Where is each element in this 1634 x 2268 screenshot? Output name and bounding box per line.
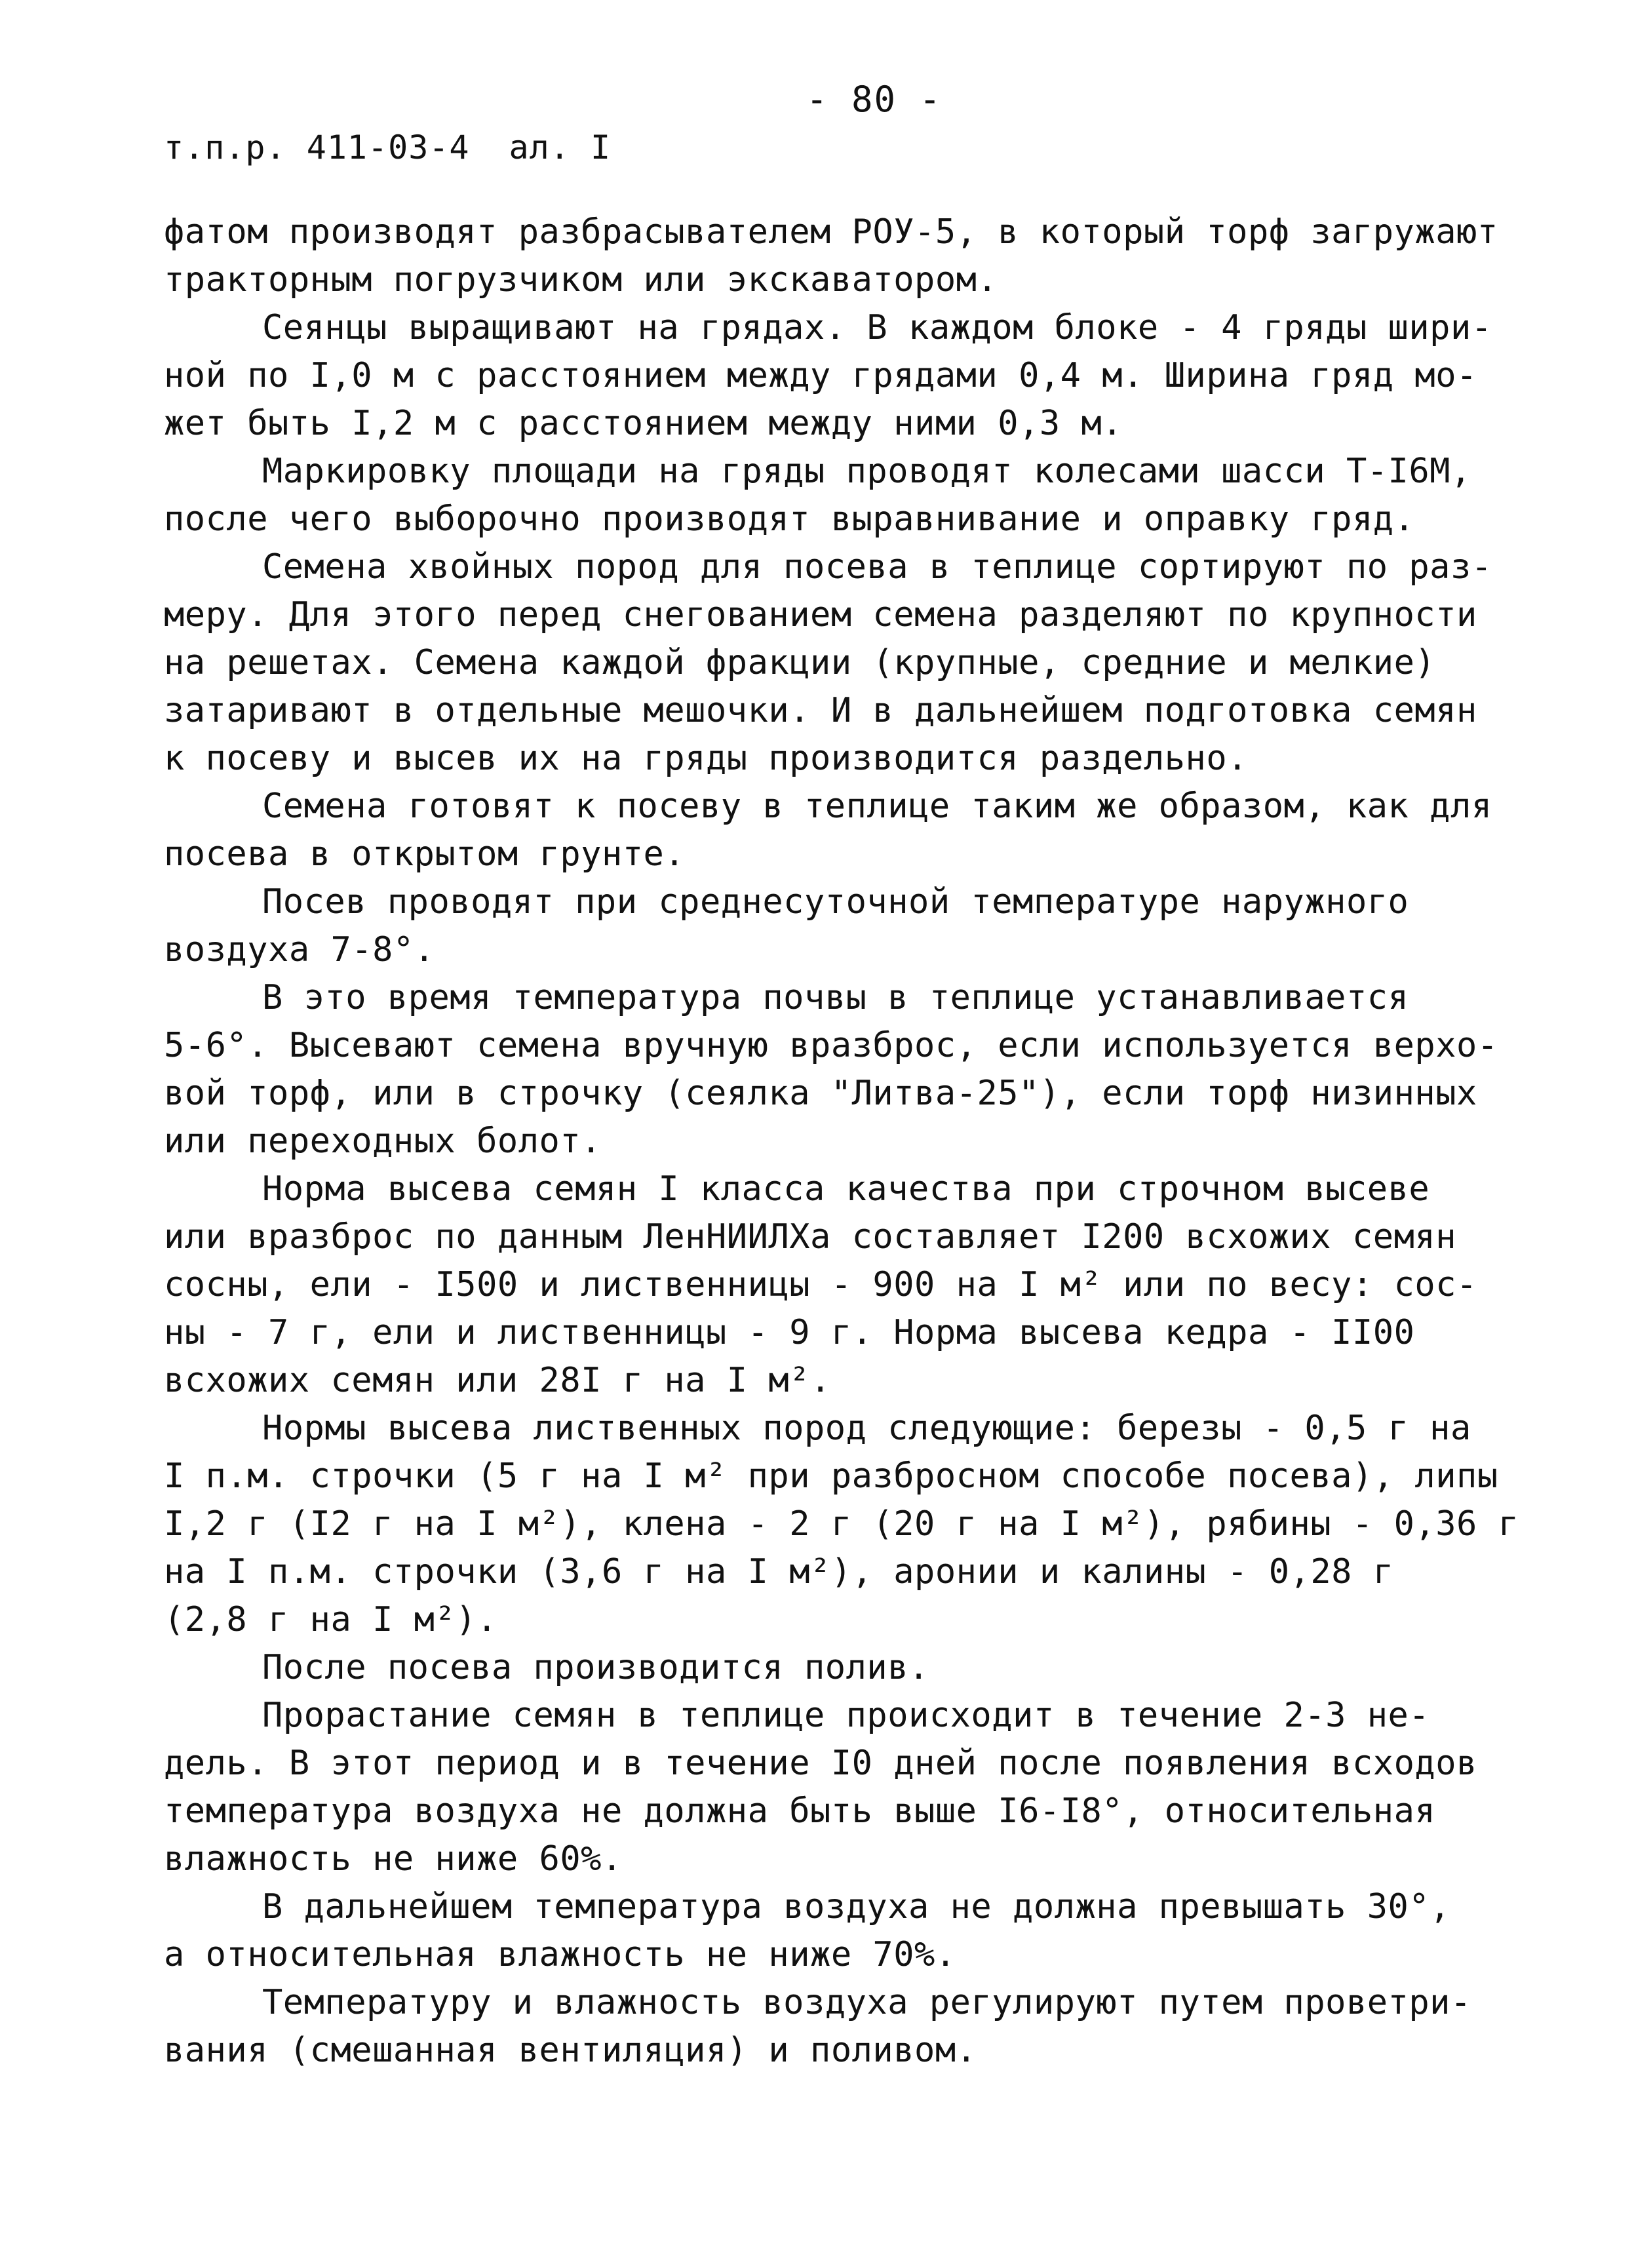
text-line: сосны, ели - I500 и лиственницы - 900 на I м² или по весу: сос-: [164, 1265, 1477, 1304]
text-line: В это время температура почвы в теплице устанавливается: [262, 978, 1409, 1017]
text-line: Посев проводят при среднесуточной температуре наружного: [262, 882, 1409, 922]
document-reference: [164, 128, 611, 166]
text-line: Маркировку площади на гряды проводят колесами шасси Т-I6М,: [262, 452, 1471, 491]
text-line: температура воздуха не должна быть выше I6-I8°, относительная: [164, 1791, 1436, 1831]
text-line: вой торф, или в строчку (сеялка "Литва-25"), если торф низинных: [164, 1074, 1477, 1113]
text-line: 5-6°. Высевают семена вручную вразброс, если используется верхо-: [164, 1026, 1498, 1065]
text-line: Сеянцы выращивают на грядах. В каждом блоке - 4 гряды шири-: [262, 308, 1492, 347]
body-text: [164, 208, 1519, 2075]
paragraph: [164, 1692, 1481, 1883]
text-line: всхожих семян или 28I г на I м².: [164, 1361, 831, 1400]
paragraph: [164, 878, 1481, 974]
text-line: ной по I,0 м с расстоянием между грядами 0,4 м. Ширина гряд мо-: [164, 356, 1477, 395]
paragraph: [164, 783, 1492, 878]
text-line: Норма высева семян I класса качества при строчном высеве: [262, 1169, 1430, 1209]
text-line: меру. Для этого перед снегованием семена разделяют по крупности: [164, 595, 1477, 635]
text-line: после чего выборочно производят выравнивание и оправку гряд.: [164, 499, 1415, 539]
text-line: Прорастание семян в теплице происходит в течение 2-3 не-: [262, 1696, 1430, 1735]
text-line: вания (смешанная вентиляция) и поливом.: [164, 2031, 977, 2070]
paragraph: [164, 1979, 1481, 2075]
text-line: дель. В этот период и в течение I0 дней после появления всходов: [164, 1744, 1477, 1783]
paragraph: [164, 543, 1492, 783]
text-line: влажность не ниже 60%.: [164, 1839, 623, 1879]
paragraph: [164, 304, 1492, 448]
page-number: - 80 -: [806, 79, 943, 120]
text-line: или вразброс по данным ЛенНИИЛХа составляет I200 всхожих семян: [164, 1217, 1457, 1257]
text-line: После посева производится полив.: [262, 1648, 929, 1687]
text-line: на I п.м. строчки (3,6 г на I м²), аронии и калины - 0,28 г: [164, 1552, 1394, 1592]
text-line: или переходных болот.: [164, 1122, 602, 1161]
text-line: а относительная влажность не ниже 70%.: [164, 1935, 956, 1974]
text-line: Нормы высева лиственных пород следующие: березы - 0,5 г на: [262, 1409, 1471, 1448]
text-line: посева в открытом грунте.: [164, 834, 686, 874]
text-line: тракторным погрузчиком или экскаватором.: [164, 260, 998, 300]
paragraph: [164, 974, 1498, 1165]
paragraph: [164, 1165, 1481, 1405]
text-line: ны - 7 г, ели и лиственницы - 9 г. Норма высева кедра - II00: [164, 1313, 1415, 1352]
paragraph: [164, 448, 1481, 543]
text-line: (2,8 г на I м²).: [164, 1600, 497, 1639]
text-line: Семена готовят к посеву в теплице таким же образом, как для: [262, 787, 1492, 826]
text-line: к посеву и высев их на гряды производится раздельно.: [164, 739, 1248, 778]
text-line: Температуру и влажность воздуха регулируют путем проветри-: [262, 1983, 1471, 2022]
paragraph: [164, 1883, 1481, 1979]
paragraph: [164, 208, 1498, 304]
text-line: I,2 г (I2 г на I м²), клена - 2 г (20 г на I м²), рябины - 0,36 г: [164, 1504, 1519, 1544]
text-line: жет быть I,2 м с расстоянием между ними 0,3 м.: [164, 404, 1123, 443]
text-line: I п.м. строчки (5 г на I м² при разбросном способе посева), липы: [164, 1457, 1498, 1496]
text-line: затаривают в отдельные мешочки. И в дальнейшем подготовка семян: [164, 691, 1477, 730]
paragraph: [164, 1644, 1481, 1692]
text-line: В дальнейшем температура воздуха не должна превышать 30°,: [262, 1887, 1450, 1926]
document-code: т.п.р. 411-03-4: [164, 128, 470, 166]
text-line: на решетах. Семена каждой фракции (крупные, средние и мелкие): [164, 643, 1436, 682]
paragraph: [164, 1405, 1519, 1644]
text-line: воздуха 7-8°.: [164, 930, 435, 969]
text-line: фатом производят разбрасывателем РОУ-5, в который торф загружают: [164, 212, 1498, 252]
text-line: Семена хвойных пород для посева в теплице сортируют по раз-: [262, 547, 1492, 587]
sheet-label: ал. I: [509, 128, 612, 166]
